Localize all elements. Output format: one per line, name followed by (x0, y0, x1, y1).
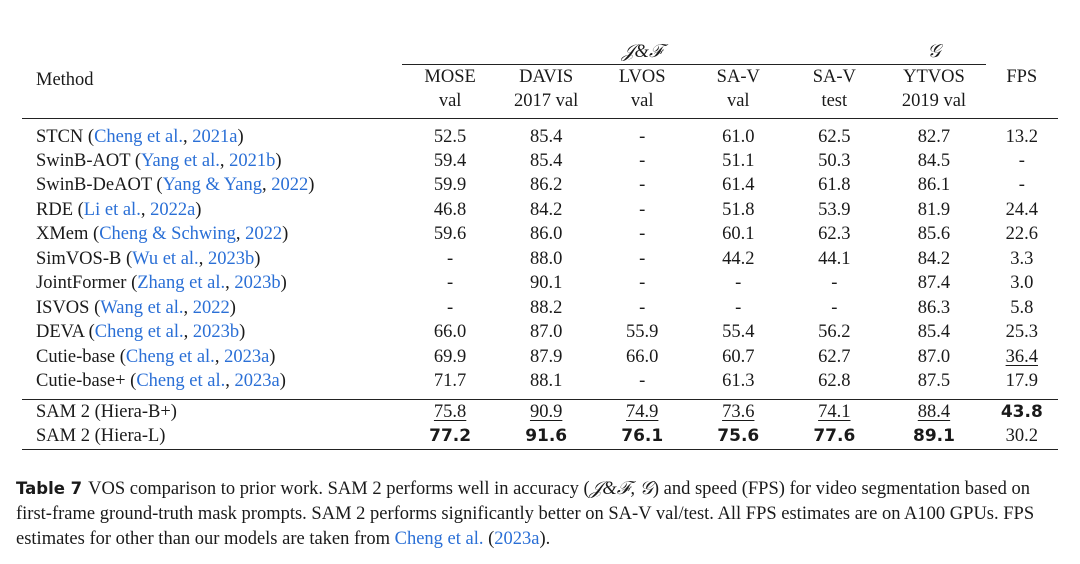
value-text: 76.1 (621, 426, 664, 447)
citation-sep: , (198, 248, 208, 269)
value-cell (690, 173, 786, 198)
value-text: 86.0 (529, 224, 563, 245)
caption-label: Table 7 (16, 479, 83, 498)
value-cell (498, 173, 594, 198)
citation-year[interactable]: 2022 (271, 175, 309, 196)
citation-year[interactable]: 2022 (245, 224, 283, 245)
value-text: 53.9 (818, 199, 851, 220)
value-text: 77.6 (813, 426, 856, 447)
value-text: - (639, 297, 646, 318)
value-cell (690, 149, 786, 174)
method-name: Cutie-base+ (36, 371, 126, 392)
value-text: - (639, 150, 646, 171)
value-cell (986, 198, 1058, 223)
value-cell (402, 222, 498, 247)
value-text: 88.4 (917, 401, 951, 422)
method-cell: DEVA (Cheng et al., 2023b) (36, 322, 246, 343)
value-cell (786, 119, 882, 149)
value-cell (882, 198, 985, 223)
caption-math: 𝒥&ℱ, 𝒢 (589, 479, 653, 499)
value-cell (594, 320, 690, 345)
value-text: 86.1 (917, 175, 951, 196)
value-cell (498, 296, 594, 321)
value-text: - (639, 371, 646, 392)
value-cell (402, 173, 498, 198)
table-row (22, 320, 1058, 345)
value-text: 87.5 (917, 371, 951, 392)
value-cell (594, 149, 690, 174)
method-name: DEVA (36, 322, 84, 343)
value-text: 60.1 (722, 224, 755, 245)
value-text: 75.8 (433, 401, 467, 422)
citation-author[interactable]: Li et al. (83, 199, 141, 220)
method-name: ISVOS (36, 297, 90, 318)
value-text: 62.3 (818, 224, 851, 245)
value-text: 62.5 (818, 126, 851, 147)
value-cell (786, 222, 882, 247)
value-text: 5.8 (1010, 297, 1034, 318)
value-text: - (639, 175, 646, 196)
value-text: 87.0 (917, 346, 951, 367)
value-cell (498, 400, 594, 425)
value-cell (882, 345, 985, 370)
value-cell (882, 119, 985, 149)
value-text: 88.2 (529, 297, 563, 318)
value-text: 60.7 (722, 346, 755, 367)
value-text: 73.6 (722, 401, 755, 422)
citation-author[interactable]: Yang et al. (141, 150, 220, 171)
table-row (22, 369, 1058, 399)
value-cell (498, 198, 594, 223)
table-row (22, 345, 1058, 370)
value-text: 87.9 (529, 346, 563, 367)
value-text: 59.6 (433, 224, 467, 245)
citation-author[interactable]: Yang & Yang (162, 175, 262, 196)
value-cell (594, 222, 690, 247)
citation-year[interactable]: 2022 (192, 297, 230, 318)
group-header-jf: 𝒥&ℱ (402, 36, 882, 65)
value-cell (594, 173, 690, 198)
value-cell (402, 320, 498, 345)
value-cell (690, 198, 786, 223)
value-text: 91.6 (525, 426, 568, 447)
value-text: 89.1 (912, 426, 955, 447)
citation-sep: , (225, 273, 235, 294)
value-cell (402, 271, 498, 296)
value-cell (786, 320, 882, 345)
column-header-line1: MOSE (424, 67, 476, 87)
value-cell (986, 369, 1058, 399)
value-cell (786, 400, 882, 425)
value-text: - (639, 273, 646, 294)
citation-sep: , (235, 224, 246, 245)
method-name: STCN (36, 126, 84, 147)
column-header-1 (498, 65, 594, 119)
value-cell (690, 247, 786, 272)
value-cell (986, 400, 1058, 425)
method-cell: SAM 2 (Hiera-B+) (36, 401, 177, 422)
citation-year[interactable]: 2023b (192, 322, 240, 343)
method-cell: SwinB-AOT (Yang et al., 2021b) (36, 150, 282, 171)
value-text: - (1018, 175, 1025, 196)
value-cell (594, 345, 690, 370)
column-header-method: Method (36, 69, 94, 90)
value-cell (690, 424, 786, 449)
citation-sep: , (219, 150, 230, 171)
method-cell: STCN (Cheng et al., 2021a) (36, 126, 244, 147)
value-cell (690, 320, 786, 345)
method-name: Cutie-base (36, 346, 116, 367)
citation-sep: , (140, 199, 151, 220)
value-cell (986, 173, 1058, 198)
group-header-g: 𝒢 (882, 36, 985, 65)
table-caption (16, 476, 1066, 552)
citation-year[interactable]: 2023b (234, 273, 281, 294)
table-row (22, 247, 1058, 272)
value-cell (690, 271, 786, 296)
column-header-4 (786, 65, 882, 119)
value-text: - (831, 297, 838, 318)
value-cell (594, 119, 690, 149)
value-text: 22.6 (1005, 224, 1038, 245)
table-row-sam2 (22, 400, 1058, 425)
column-header-line2: 2017 val (514, 91, 579, 111)
value-cell (986, 247, 1058, 272)
value-cell (786, 345, 882, 370)
value-text: 55.4 (722, 322, 755, 343)
value-cell (498, 271, 594, 296)
value-text: 46.8 (433, 199, 467, 220)
vos-comparison-table (22, 36, 1058, 450)
value-cell (690, 296, 786, 321)
value-cell (882, 149, 985, 174)
value-cell (986, 320, 1058, 345)
column-header-line1: DAVIS (519, 67, 574, 87)
value-cell (786, 424, 882, 449)
value-text: 77.2 (429, 426, 472, 447)
value-text: 36.4 (1005, 346, 1038, 367)
value-text: 88.1 (529, 371, 563, 392)
value-text: - (639, 199, 646, 220)
method-cell: RDE (Li et al., 2022a) (36, 199, 202, 220)
column-header-line1: SA-V (812, 67, 856, 87)
value-text: - (639, 248, 646, 269)
value-cell (690, 400, 786, 425)
caption-text-1: VOS comparison to prior work. SAM 2 performs well in accuracy ( (88, 479, 590, 499)
value-text: 62.8 (818, 371, 851, 392)
table-row (22, 296, 1058, 321)
value-text: 59.9 (433, 175, 467, 196)
method-name: SwinB-DeAOT (36, 175, 152, 196)
citation-author[interactable]: Wang et al. (100, 297, 184, 318)
citation-author[interactable]: Wu et al. (132, 248, 199, 269)
method-name: SwinB-AOT (36, 150, 131, 171)
value-text: 86.2 (529, 175, 563, 196)
value-cell (402, 369, 498, 399)
value-text: - (1018, 150, 1025, 171)
value-cell (594, 247, 690, 272)
value-cell (498, 424, 594, 449)
citation-author[interactable]: Cheng et al. (136, 371, 226, 392)
value-text: 85.4 (917, 322, 951, 343)
value-cell (690, 369, 786, 399)
citation-year[interactable]: 2021a (192, 126, 238, 147)
value-text: 56.2 (818, 322, 851, 343)
value-text: 85.4 (529, 126, 563, 147)
value-text: 90.9 (529, 401, 563, 422)
value-text: 87.0 (529, 322, 563, 343)
value-cell (498, 149, 594, 174)
value-text: 3.3 (1010, 248, 1034, 269)
value-cell (786, 296, 882, 321)
value-text: 61.3 (722, 371, 755, 392)
value-text: - (735, 297, 742, 318)
value-cell (882, 369, 985, 399)
table-row (22, 198, 1058, 223)
method-cell: SimVOS-B (Wu et al., 2023b) (36, 248, 261, 269)
citation-sep: , (262, 175, 272, 196)
group-empty (22, 36, 402, 65)
value-text: 82.7 (917, 126, 951, 147)
value-cell (786, 173, 882, 198)
value-cell (986, 119, 1058, 149)
value-cell (594, 271, 690, 296)
citation-author[interactable]: Cheng et al. (94, 322, 184, 343)
value-text: 71.7 (433, 371, 467, 392)
value-text: 69.9 (433, 346, 467, 367)
table-row (22, 149, 1058, 174)
value-text: 30.2 (1005, 426, 1038, 447)
value-text: - (639, 126, 646, 147)
value-cell (498, 369, 594, 399)
value-cell (402, 247, 498, 272)
value-cell (690, 345, 786, 370)
value-cell (986, 271, 1058, 296)
value-cell (402, 296, 498, 321)
value-cell (594, 296, 690, 321)
caption-text-2: ) and speed (FPS) for video segmentation based on first-frame ground-truth mask prompts. SAM 2 performs significantly better on SA-V val/test. All FPS estimates are on A100 GPUs. FPS estimates for other than our models are taken from (16, 479, 1035, 549)
value-text: 25.3 (1005, 322, 1038, 343)
value-text: - (447, 297, 454, 318)
column-header-6 (986, 65, 1058, 119)
value-text: 13.2 (1005, 126, 1038, 147)
citation-sep: , (225, 371, 235, 392)
table-row (22, 173, 1058, 198)
value-cell (594, 198, 690, 223)
value-text: 61.8 (818, 175, 851, 196)
value-cell (498, 119, 594, 149)
value-cell (690, 222, 786, 247)
value-text: 90.1 (529, 273, 563, 294)
value-text: 81.9 (917, 199, 951, 220)
value-cell (882, 424, 985, 449)
value-cell (690, 119, 786, 149)
column-header-2 (594, 65, 690, 119)
value-cell (402, 119, 498, 149)
value-text: 44.1 (818, 248, 851, 269)
value-text: 17.9 (1005, 371, 1038, 392)
method-cell: XMem (Cheng & Schwing, 2022) (36, 224, 289, 245)
value-cell (594, 424, 690, 449)
value-cell (882, 296, 985, 321)
method-name: JointFormer (36, 273, 127, 294)
value-text: 50.3 (818, 150, 851, 171)
table-row (22, 222, 1058, 247)
citation-year[interactable]: 2023b (207, 248, 255, 269)
method-cell: SwinB-DeAOT (Yang & Yang, 2022) (36, 175, 315, 196)
value-text: 43.8 (1000, 401, 1043, 422)
value-cell (402, 400, 498, 425)
value-text: 51.1 (722, 150, 755, 171)
table-row-sam2 (22, 424, 1058, 449)
caption-cite-author[interactable]: Cheng et al. (394, 529, 484, 549)
value-cell (498, 320, 594, 345)
value-cell (786, 149, 882, 174)
value-cell (498, 247, 594, 272)
value-text: 59.4 (433, 150, 467, 171)
value-cell (986, 222, 1058, 247)
caption-text-4: ). (539, 529, 551, 549)
value-text: 86.3 (917, 297, 951, 318)
column-header-0 (402, 65, 498, 119)
citation-sep: , (183, 322, 193, 343)
value-text: 66.0 (626, 346, 659, 367)
method-cell: ISVOS (Wang et al., 2022) (36, 297, 236, 318)
method-name: XMem (36, 224, 89, 245)
value-cell (882, 400, 985, 425)
table-row (22, 119, 1058, 149)
value-text: - (831, 273, 838, 294)
column-header-line1: YTVOS (903, 67, 965, 87)
value-text: 85.6 (917, 224, 951, 245)
column-header-line1: SA-V (716, 67, 760, 87)
value-cell (402, 424, 498, 449)
method-cell: SAM 2 (Hiera-L) (36, 426, 166, 447)
value-text: - (639, 224, 646, 245)
value-text: - (735, 273, 742, 294)
value-text: 75.6 (717, 426, 760, 447)
citation-author[interactable]: Zhang et al. (137, 273, 226, 294)
value-text: 87.4 (917, 273, 951, 294)
column-header-line2: val (438, 91, 462, 111)
value-text: 24.4 (1005, 199, 1038, 220)
method-name: RDE (36, 199, 73, 220)
column-header-line2: test (821, 91, 848, 111)
caption-text-3: ( (483, 529, 495, 549)
value-text: 85.4 (529, 150, 563, 171)
value-cell (986, 424, 1058, 449)
column-header-line1: FPS (1006, 66, 1038, 87)
value-cell (882, 320, 985, 345)
value-cell (402, 345, 498, 370)
value-text: 55.9 (626, 322, 659, 343)
column-header-3 (690, 65, 786, 119)
value-cell (986, 345, 1058, 370)
value-cell (882, 271, 985, 296)
value-cell (882, 247, 985, 272)
citation-year[interactable]: 2021b (229, 150, 276, 171)
column-header-line2: 2019 val (901, 91, 967, 111)
value-text: 84.2 (529, 199, 563, 220)
caption-cite-year[interactable]: 2023a (494, 529, 540, 549)
method-cell: JointFormer (Zhang et al., 2023b) (36, 273, 287, 294)
value-text: - (447, 248, 454, 269)
column-header-line2: val (630, 91, 654, 111)
citation-year[interactable]: 2023a (224, 346, 270, 367)
value-cell (498, 345, 594, 370)
value-cell (786, 271, 882, 296)
value-cell (498, 222, 594, 247)
value-text: 84.2 (917, 248, 951, 269)
method-cell: Cutie-base (Cheng et al., 2023a) (36, 346, 276, 367)
citation-author[interactable]: Cheng & Schwing (99, 224, 236, 245)
value-text: 66.0 (433, 322, 467, 343)
value-cell (882, 222, 985, 247)
value-cell (786, 369, 882, 399)
value-text: 84.5 (917, 150, 951, 171)
citation-author[interactable]: Cheng et al. (125, 346, 215, 367)
citation-year[interactable]: 2023a (234, 371, 280, 392)
citation-sep: , (182, 126, 193, 147)
value-text: 62.7 (818, 346, 851, 367)
value-cell (986, 296, 1058, 321)
column-header-line1: LVOS (618, 67, 666, 87)
value-text: 44.2 (722, 248, 755, 269)
citation-sep: , (183, 297, 193, 318)
value-cell (402, 198, 498, 223)
value-cell (882, 173, 985, 198)
value-text: - (447, 273, 454, 294)
value-text: 51.8 (722, 199, 755, 220)
method-name: SimVOS-B (36, 248, 122, 269)
value-text: 88.0 (529, 248, 563, 269)
column-header-line2: val (726, 91, 750, 111)
value-cell (402, 149, 498, 174)
value-text: 52.5 (433, 126, 467, 147)
value-text: 61.0 (722, 126, 755, 147)
table-row (22, 271, 1058, 296)
value-cell (594, 400, 690, 425)
value-cell (594, 369, 690, 399)
value-cell (786, 247, 882, 272)
citation-author[interactable]: Cheng et al. (94, 126, 183, 147)
value-cell (786, 198, 882, 223)
method-cell: Cutie-base+ (Cheng et al., 2023a) (36, 371, 286, 392)
value-text: 74.1 (818, 401, 851, 422)
citation-sep: , (214, 346, 225, 367)
value-text: 74.9 (626, 401, 659, 422)
column-header-5 (882, 65, 985, 119)
citation-year[interactable]: 2022a (150, 199, 196, 220)
value-cell (986, 149, 1058, 174)
value-text: 61.4 (722, 175, 755, 196)
value-text: 3.0 (1010, 273, 1034, 294)
